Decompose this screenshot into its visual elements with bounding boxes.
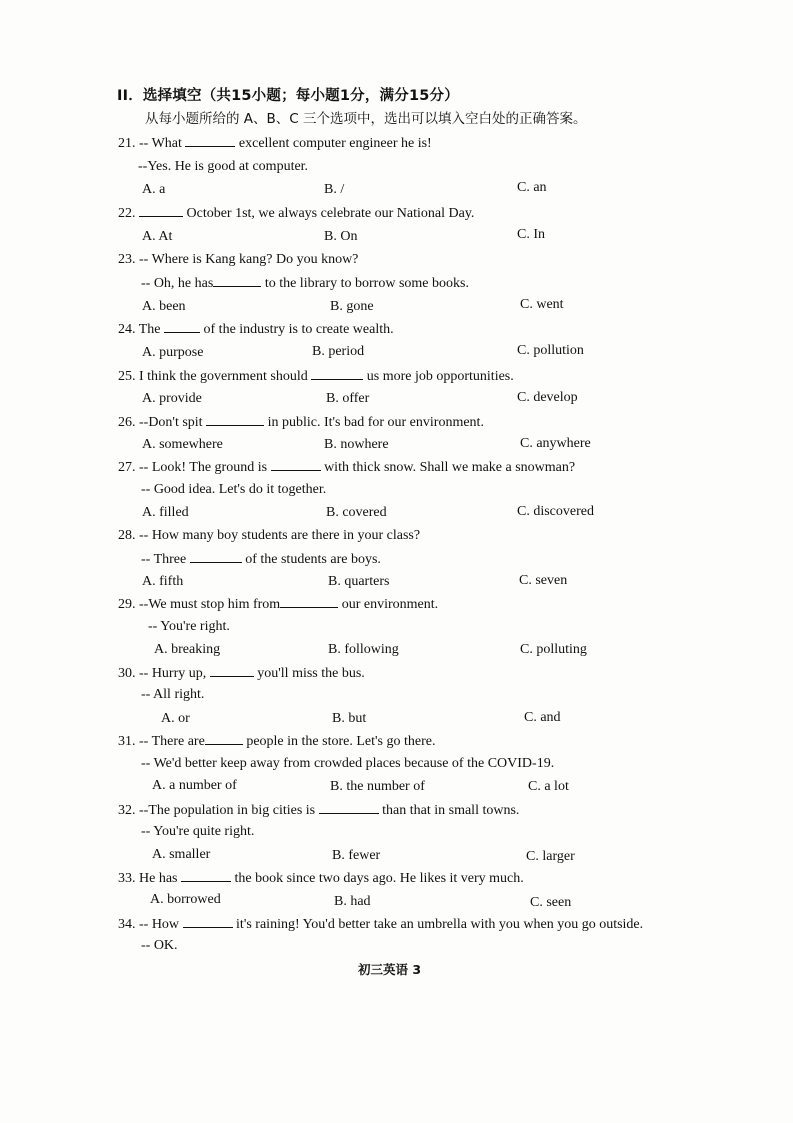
question-24-option-a: A. purpose (142, 345, 204, 360)
question-23-option-b: B. gone (330, 299, 374, 314)
answer-blank (185, 134, 235, 147)
section-instruction: 从每小题所给的 A、B、C 三个选项中，选出可以填入空白处的正确答案。 (145, 111, 587, 127)
answer-blank (205, 732, 243, 745)
question-30-option-c: C. and (524, 710, 561, 725)
question-27-reply: -- Good idea. Let's do it together. (141, 482, 327, 497)
question-31-reply: -- We'd better keep away from crowded places because of the COVID-19. (141, 756, 555, 771)
question-34-reply: -- OK. (141, 938, 178, 953)
question-21-option-c: C. an (517, 180, 547, 195)
question-32-option-a: A. smaller (152, 847, 211, 862)
answer-blank (139, 204, 183, 217)
question-33-option-b: B. had (334, 894, 371, 909)
answer-blank (271, 458, 321, 471)
question-31-option-a: A. a number of (152, 778, 237, 793)
section-title: II．选择填空（共15小题；每小题1分，满分15分） (117, 88, 459, 104)
question-26-option-c: C. anywhere (520, 436, 591, 451)
question-30-stem: 30. -- Hurry up, you'll miss the bus. (118, 666, 365, 681)
question-22-stem: 22. October 1st, we always celebrate our National Day. (118, 206, 475, 221)
question-25-stem: 25. I think the government should us more job opportunities. (118, 369, 514, 384)
question-26-option-b: B. nowhere (324, 437, 389, 452)
question-21-option-a: A. a (142, 182, 166, 197)
question-21-reply: --Yes. He is good at computer. (138, 159, 309, 174)
answer-blank (206, 413, 264, 426)
question-34-stem: 34. -- How it's raining! You'd better take an umbrella with you when you go outside. (118, 917, 644, 932)
question-25-option-b: B. offer (326, 391, 370, 406)
answer-blank (311, 367, 363, 380)
answer-blank (319, 801, 379, 814)
question-30-option-b: B. but (332, 711, 367, 726)
question-27-stem: 27. -- Look! The ground is with thick snow. Shall we make a snowman? (118, 460, 576, 475)
question-33-option-c: C. seen (530, 895, 572, 910)
page-footer: 初三英语 3 (358, 962, 422, 977)
question-22-option-c: C. In (517, 227, 545, 242)
answer-blank (164, 320, 200, 333)
question-32-stem: 32. --The population in big cities is than that in small towns. (118, 803, 520, 818)
question-29-stem: 29. --We must stop him from our environment. (118, 597, 439, 612)
question-28-option-b: B. quarters (328, 574, 390, 589)
question-22-option-b: B. On (324, 229, 358, 244)
question-27-option-c: C. discovered (517, 504, 594, 519)
question-24-option-c: C. pollution (517, 343, 584, 358)
question-25-option-a: A. provide (142, 391, 202, 406)
question-23-reply: -- Oh, he has to the library to borrow some books. (141, 276, 469, 291)
question-29-option-b: B. following (328, 642, 399, 657)
question-32-option-c: C. larger (526, 849, 575, 864)
question-29-option-c: C. polluting (520, 642, 587, 657)
question-22-option-a: A. At (142, 229, 173, 244)
question-30-option-a: A. or (161, 711, 190, 726)
question-31-stem: 31. -- There are people in the store. Let's go there. (118, 734, 436, 749)
question-23-stem: 23. -- Where is Kang kang? Do you know? (118, 252, 359, 267)
question-29-option-a: A. breaking (154, 642, 221, 657)
question-23-option-a: A. been (142, 299, 186, 314)
question-33-stem: 33. He has the book since two days ago. He likes it very much. (118, 871, 524, 886)
question-29-reply: -- You're right. (148, 619, 230, 634)
question-30-reply: -- All right. (141, 687, 205, 702)
answer-blank (183, 915, 233, 928)
question-31-option-c: C. a lot (528, 779, 569, 794)
question-27-option-a: A. filled (142, 505, 189, 520)
question-24-option-b: B. period (312, 344, 365, 359)
question-26-stem: 26. --Don't spit in public. It's bad for our environment. (118, 415, 484, 430)
question-28-option-c: C. seven (519, 573, 568, 588)
question-33-option-a: A. borrowed (150, 892, 221, 907)
question-23-option-c: C. went (520, 297, 564, 312)
question-26-option-a: A. somewhere (142, 437, 223, 452)
answer-blank (181, 869, 231, 882)
answer-blank (210, 664, 254, 677)
answer-blank (190, 550, 242, 563)
question-21-option-b: B. / (324, 182, 345, 197)
question-21-stem: 21. -- What excellent computer engineer he is! (118, 136, 432, 151)
question-27-option-b: B. covered (326, 505, 387, 520)
answer-blank (280, 595, 338, 608)
question-31-option-b: B. the number of (330, 779, 425, 794)
answer-blank (213, 274, 261, 287)
question-28-reply: -- Three of the students are boys. (141, 552, 381, 567)
question-28-option-a: A. fifth (142, 574, 184, 589)
question-28-stem: 28. -- How many boy students are there in your class? (118, 528, 421, 543)
question-24-stem: 24. The of the industry is to create wealth. (118, 322, 394, 337)
question-32-reply: -- You're quite right. (141, 824, 255, 839)
question-25-option-c: C. develop (517, 390, 578, 405)
question-32-option-b: B. fewer (332, 848, 381, 863)
